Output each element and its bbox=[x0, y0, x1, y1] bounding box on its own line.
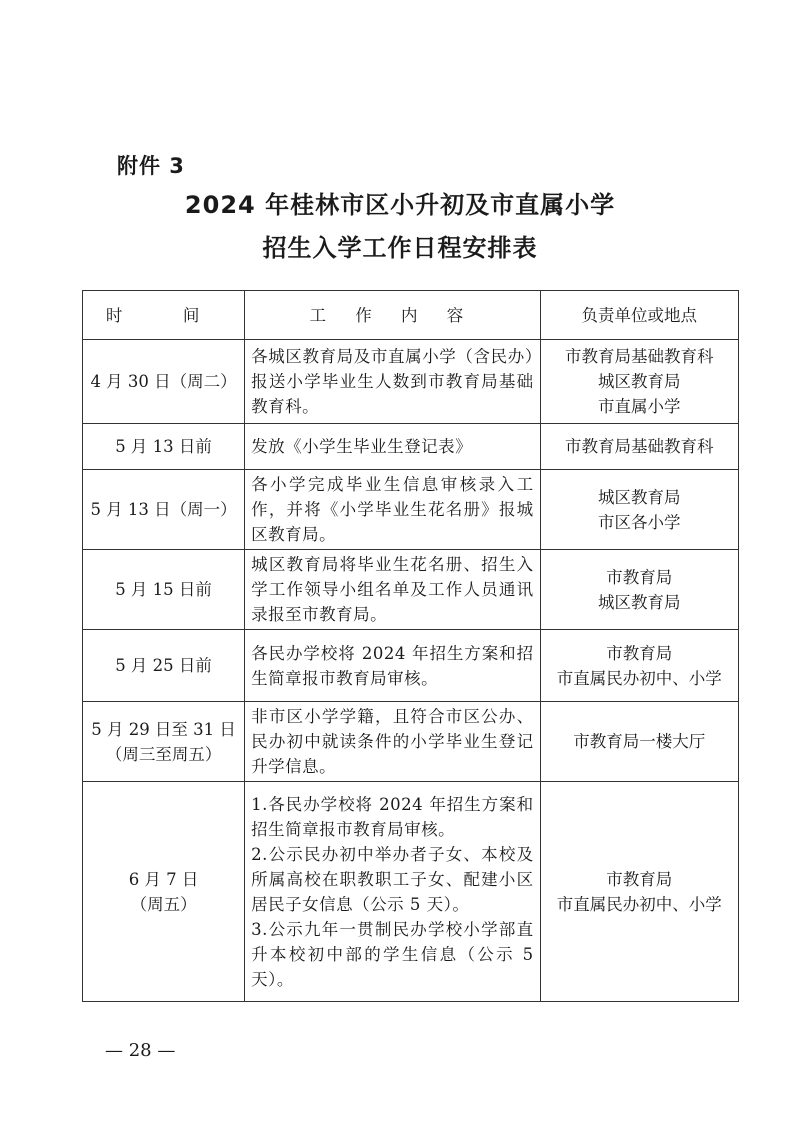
cell-time bbox=[83, 702, 245, 782]
cell-content bbox=[245, 550, 540, 630]
schedule-table-body bbox=[83, 340, 739, 1002]
cell-content-line: 各城区教育局及市直属小学（含民办）报送小学毕业生人数到市教育局基础教育科。 bbox=[251, 347, 534, 416]
table-row bbox=[83, 340, 739, 424]
table-row bbox=[83, 630, 739, 702]
cell-unit bbox=[540, 550, 738, 630]
cell-content-line: 1.各民办学校将 2024 年招生方案和招生简章报市教育局审核。 bbox=[251, 794, 534, 839]
column-header-time: 时 间 bbox=[83, 291, 245, 340]
cell-unit-line: 市直属民办初中、小学 bbox=[556, 668, 722, 688]
cell-time-line: 6 月 7 日 bbox=[128, 869, 199, 889]
attachment-label: 附件 3 bbox=[117, 154, 185, 178]
cell-content bbox=[245, 782, 540, 1002]
cell-time-line: 5 月 15 日前 bbox=[115, 580, 212, 599]
schedule-table bbox=[82, 290, 739, 1002]
table-header-row bbox=[83, 291, 739, 340]
column-header-unit: 负责单位或地点 bbox=[540, 291, 738, 340]
cell-time bbox=[83, 424, 245, 470]
table-row bbox=[83, 702, 739, 782]
cell-unit bbox=[540, 702, 738, 782]
cell-unit-line: 市教育局一楼大厅 bbox=[573, 732, 706, 751]
cell-unit-line: 城区教育局 bbox=[598, 372, 681, 391]
cell-unit-line: 市教育局 bbox=[606, 567, 673, 587]
table-row bbox=[83, 782, 739, 1002]
column-header-content: 工 作 内 容 bbox=[245, 291, 540, 340]
cell-unit bbox=[540, 340, 738, 424]
cell-unit bbox=[540, 782, 738, 1002]
cell-content-line: 发放《小学生毕业生登记表》 bbox=[251, 437, 473, 456]
cell-unit-line: 市直属小学 bbox=[598, 397, 681, 416]
cell-unit-line: 市教育局 bbox=[606, 869, 673, 889]
cell-content bbox=[245, 340, 540, 424]
cell-time-line: （周三至周五） bbox=[105, 744, 222, 764]
cell-time-line: （周五） bbox=[130, 894, 197, 914]
cell-content-line: 2.公示民办初中举办者子女、本校及所属高校在职教职工子女、配建小区居民子女信息（公示 5 天）。 bbox=[251, 844, 534, 914]
cell-unit bbox=[540, 470, 738, 550]
cell-content bbox=[245, 630, 540, 702]
cell-time bbox=[83, 630, 245, 702]
cell-time-line: 4 月 30 日（周二） bbox=[90, 372, 237, 391]
cell-content-line: 城区教育局将毕业生花名册、招生入学工作领导小组名单及工作人员通讯录报至市教育局。 bbox=[251, 555, 534, 624]
cell-time bbox=[83, 340, 245, 424]
cell-content-line: 各小学完成毕业生信息审核录入工作，并将《小学毕业生花名册》报城区教育局。 bbox=[251, 475, 534, 544]
cell-unit-line: 城区教育局 bbox=[598, 487, 681, 507]
page-number: — 28 — bbox=[105, 1040, 176, 1061]
cell-time-line: 5 月 13 日前 bbox=[115, 437, 212, 456]
cell-time-line: 5 月 25 日前 bbox=[115, 656, 212, 675]
cell-time bbox=[83, 470, 245, 550]
cell-content-line: 各民办学校将 2024 年招生方案和招生简章报市教育局审核。 bbox=[251, 643, 534, 688]
cell-time-line: 5 月 29 日至 31 日 bbox=[91, 719, 236, 739]
table-row bbox=[83, 550, 739, 630]
cell-time-line: 5 月 13 日（周一） bbox=[90, 500, 237, 519]
document-title-line2: 招生入学工作日程安排表 bbox=[262, 234, 538, 262]
cell-time bbox=[83, 782, 245, 1002]
cell-time bbox=[83, 550, 245, 630]
cell-content bbox=[245, 470, 540, 550]
cell-content-line: 非市区小学学籍，且符合市区公办、民办初中就读条件的小学毕业生登记升学信息。 bbox=[251, 707, 534, 776]
cell-unit bbox=[540, 424, 738, 470]
cell-unit bbox=[540, 630, 738, 702]
cell-unit-line: 市教育局基础教育科 bbox=[565, 347, 714, 366]
document-title-line1: 2024 年桂林市区小升初及市直属小学 bbox=[184, 191, 616, 219]
cell-content bbox=[245, 702, 540, 782]
cell-unit-line: 市直属民办初中、小学 bbox=[556, 894, 722, 914]
cell-unit-line: 市教育局基础教育科 bbox=[565, 437, 714, 456]
cell-unit-line: 市教育局 bbox=[606, 643, 673, 663]
cell-content bbox=[245, 424, 540, 470]
cell-unit-line: 城区教育局 bbox=[598, 592, 681, 612]
table-row bbox=[83, 470, 739, 550]
table-row bbox=[83, 424, 739, 470]
cell-content-line: 3.公示九年一贯制民办学校小学部直升本校初中部的学生信息（公示 5 天）。 bbox=[251, 919, 534, 989]
cell-unit-line: 市区各小学 bbox=[598, 512, 681, 532]
